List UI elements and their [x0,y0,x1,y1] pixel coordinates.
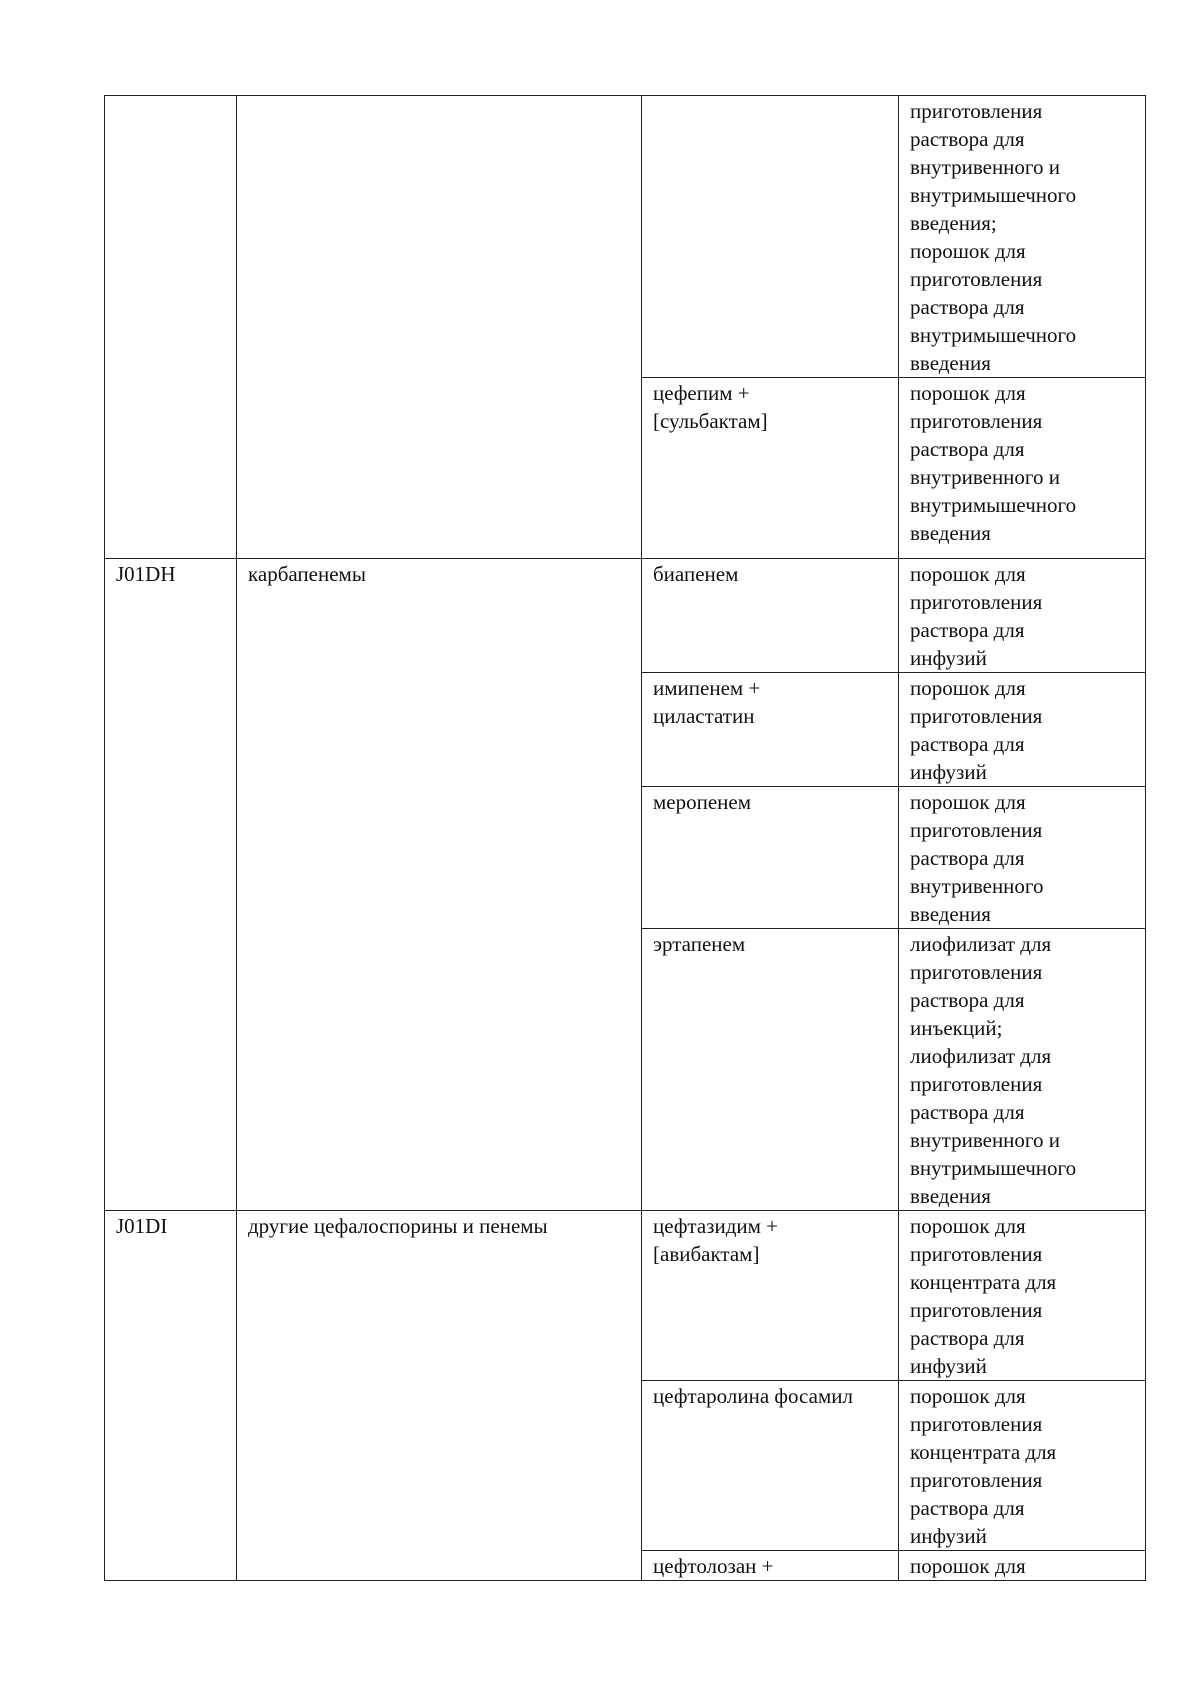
drug-name-cell: цефтолозан + [642,1551,899,1581]
drug-table [104,95,1146,1581]
table-row [105,96,1146,378]
atc-code-cell: J01DI [105,1211,237,1581]
table-row [105,559,1146,673]
atc-group-name-cell [237,96,642,559]
dosage-form-cell: порошок для приготовления раствора для внутривенного и внутримышечного введения [899,378,1146,559]
drug-name-cell [642,96,899,378]
dosage-form-cell: порошок для приготовления раствора для инфузий [899,559,1146,673]
drug-name-cell: цефепим + [сульбактам] [642,378,899,559]
dosage-form-cell: порошок для приготовления концентрата для приготовления раствора для инфузий [899,1211,1146,1381]
table-row [105,1211,1146,1381]
dosage-form-cell: порошок для приготовления концентрата для приготовления раствора для инфузий [899,1381,1146,1551]
dosage-form-cell: порошок для приготовления раствора для инфузий [899,673,1146,787]
atc-group-name-cell: другие цефалоспорины и пенемы [237,1211,642,1581]
drug-name-cell: имипенем + циластатин [642,673,899,787]
atc-code-cell: J01DH [105,559,237,1211]
dosage-form-cell: приготовления раствора для внутривенного и внутримышечного введения; порошок для приготовления раствора для внутримышечного введения [899,96,1146,378]
atc-code-cell [105,96,237,559]
dosage-form-cell: порошок для [899,1551,1146,1581]
dosage-form-cell: лиофилизат для приготовления раствора для инъекций; лиофилизат для приготовления раствора для внутривенного и внутримышечного введения [899,929,1146,1211]
atc-group-name-cell: карбапенемы [237,559,642,1211]
drug-name-cell: меропенем [642,787,899,929]
drug-name-cell: цефтазидим + [авибактам] [642,1211,899,1381]
dosage-form-cell: порошок для приготовления раствора для внутривенного введения [899,787,1146,929]
drug-name-cell: цефтаролина фосамил [642,1381,899,1551]
drug-name-cell: биапенем [642,559,899,673]
drug-name-cell: эртапенем [642,929,899,1211]
